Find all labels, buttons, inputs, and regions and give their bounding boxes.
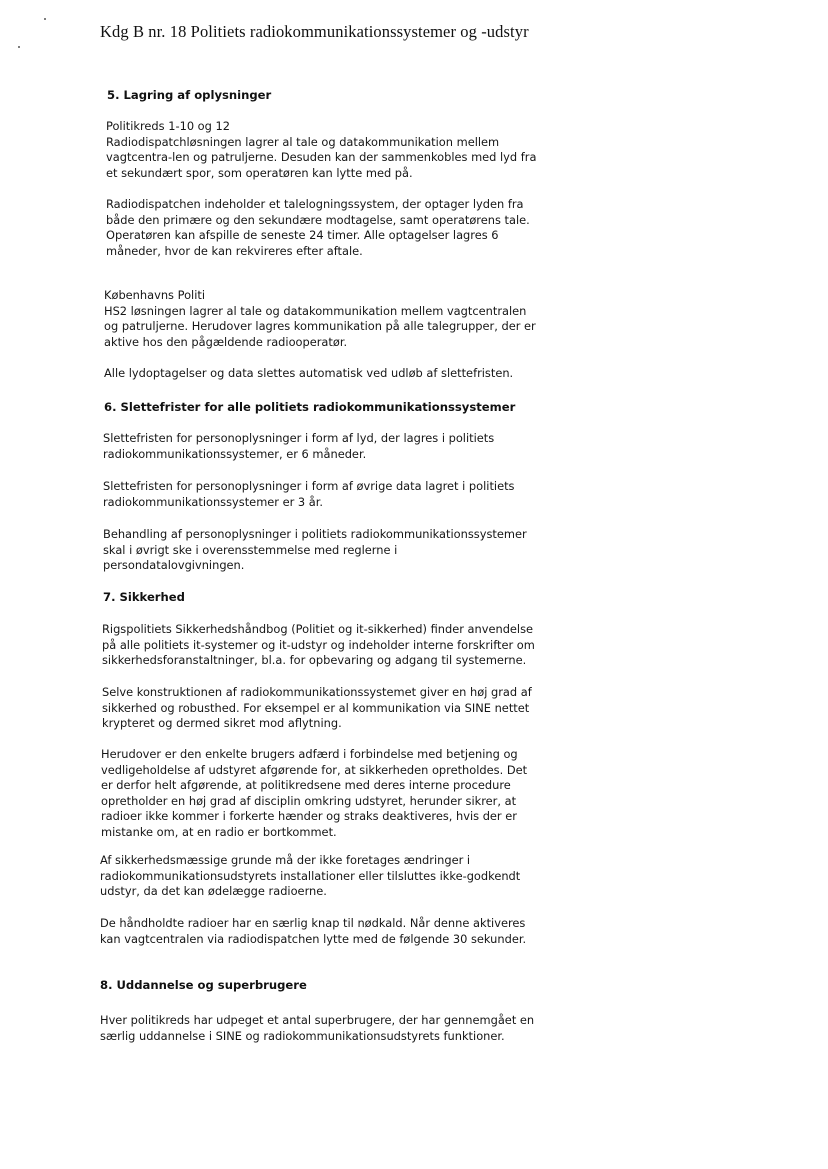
text-line: persondatalovgivningen. — [103, 558, 245, 572]
section-heading-8: 8. Uddannelse og superbrugere — [100, 978, 307, 992]
text-line: sikkerhed og robusthed. For eksempel er al kommunikation via SINE nettet — [102, 700, 530, 715]
text-line: måneder, hvor de kan rekvireres efter aftale. — [106, 243, 363, 258]
text-line: aktive hos den pågældende radiooperatør. — [104, 334, 348, 349]
text-line: vagtcentra-len og patruljerne. Desuden kan der sammenkobles med lyd fra — [106, 150, 537, 164]
text-line: Operatøren kan afspille de seneste 24 timer. Alle optagelser lagres 6 — [106, 228, 499, 242]
text-line: særlig uddannelse i SINE og radiokommunikationsudstyrets funktioner. — [100, 1028, 505, 1043]
text-line: og patruljerne. Herudover lagres kommunikation på alle talegrupper, der er — [104, 319, 536, 333]
scan-speck — [18, 46, 20, 48]
text-line: et sekundært spor, som operatøren kan lytte med på. — [106, 165, 413, 180]
text-line: Af sikkerhedsmæssige grunde må der ikke foretages ændringer i — [100, 853, 471, 867]
paragraph — [100, 1013, 534, 1044]
text-line: mistanke om, at en radio er bortkommet. — [101, 824, 337, 839]
paragraph — [101, 747, 527, 840]
paragraph — [103, 431, 494, 462]
text-line: Hver politikreds har udpeget et antal superbrugere, der har gennemgået en — [100, 1013, 535, 1027]
text-line: Slettefristen for personoplysninger i form af lyd, der lagres i politiets — [103, 431, 495, 445]
paragraph — [100, 853, 520, 900]
paragraph — [103, 479, 515, 510]
text-line: både den primære og den sekundære modtagelse, samt operatørens tale. — [106, 212, 530, 227]
text-line: radiokommunikationssystemer er 3 år. — [103, 494, 324, 509]
text-line: Københavns Politi — [104, 288, 206, 302]
text-line: på alle politiets it-systemer og it-udstyr og indeholder interne forskrifter om — [102, 637, 535, 652]
document-header: Kdg B nr. 18 Politiets radiokommunikationssystemer og -udstyr — [100, 22, 529, 41]
text-line: Behandling af personoplysninger i politiets radiokommunikationssystemer — [103, 527, 527, 541]
text-line: skal i øvrigt ske i overensstemmelse med reglerne i — [103, 542, 398, 557]
text-line: Radiodispatchløsningen lagrer al tale og datakommunikation mellem — [106, 134, 500, 149]
text-line: krypteret og dermed sikret mod aflytning. — [102, 716, 342, 730]
paragraph — [104, 366, 513, 382]
text-line: opretholder en høj grad af disciplin omkring udstyret, herunder sikrer, at — [101, 793, 517, 808]
text-line: Herudover er den enkelte brugers adfærd i forbindelse med betjening og — [101, 747, 518, 761]
text-line: Politikreds 1-10 og 12 — [106, 119, 231, 133]
text-line: De håndholdte radioer har en særlig knap til nødkald. Når denne aktiveres — [100, 916, 526, 930]
section-heading-5: 5. Lagring af oplysninger — [107, 88, 272, 102]
paragraph — [106, 119, 536, 181]
text-line: Radiodispatchen indeholder et talelogningssystem, der optager lyden fra — [106, 197, 524, 211]
paragraph — [102, 622, 535, 669]
text-line: udstyr, da det kan ødelægge radioerne. — [100, 884, 327, 898]
paragraph — [100, 916, 526, 947]
paragraph — [103, 527, 527, 574]
paragraph — [104, 288, 536, 350]
text-line: radioer ikke kommer i forkerte hænder og straks deaktiveres, hvis der er — [101, 809, 517, 823]
text-line: HS2 løsningen lagrer al tale og datakommunikation mellem vagtcentralen — [104, 303, 527, 318]
text-line: sikkerhedsforanstaltninger, bl.a. for opbevaring og adgang til systemerne. — [102, 653, 527, 667]
text-line: er derfor helt afgørende, at politikredsene med deres interne procedure — [101, 778, 511, 792]
text-line: kan vagtcentralen via radiodispatchen lytte med de følgende 30 sekunder. — [100, 931, 527, 946]
section-heading-7: 7. Sikkerhed — [103, 590, 185, 604]
text-line: radiokommunikationssystemer, er 6 måneder. — [103, 446, 367, 461]
text-line: Rigspolitiets Sikkerhedshåndbog (Politiet og it-sikkerhed) finder anvendelse — [102, 622, 534, 636]
text-line: vedligeholdelse af udstyret afgørende for, at sikkerheden opretholdes. Det — [101, 762, 528, 777]
section-heading-6: 6. Slettefrister for alle politiets radiokommunikationssystemer — [104, 400, 516, 414]
scan-speck — [44, 18, 46, 20]
text-line: Slettefristen for personoplysninger i form af øvrige data lagret i politiets — [103, 479, 515, 493]
text-line: Selve konstruktionen af radiokommunikationssystemet giver en høj grad af — [102, 685, 532, 699]
text-line: radiokommunikationsudstyrets installationer eller tilsluttes ikke-godkendt — [100, 868, 521, 883]
text-line: Alle lydoptagelser og data slettes automatisk ved udløb af slettefristen. — [104, 366, 514, 380]
paragraph — [106, 197, 530, 259]
paragraph — [102, 685, 532, 732]
